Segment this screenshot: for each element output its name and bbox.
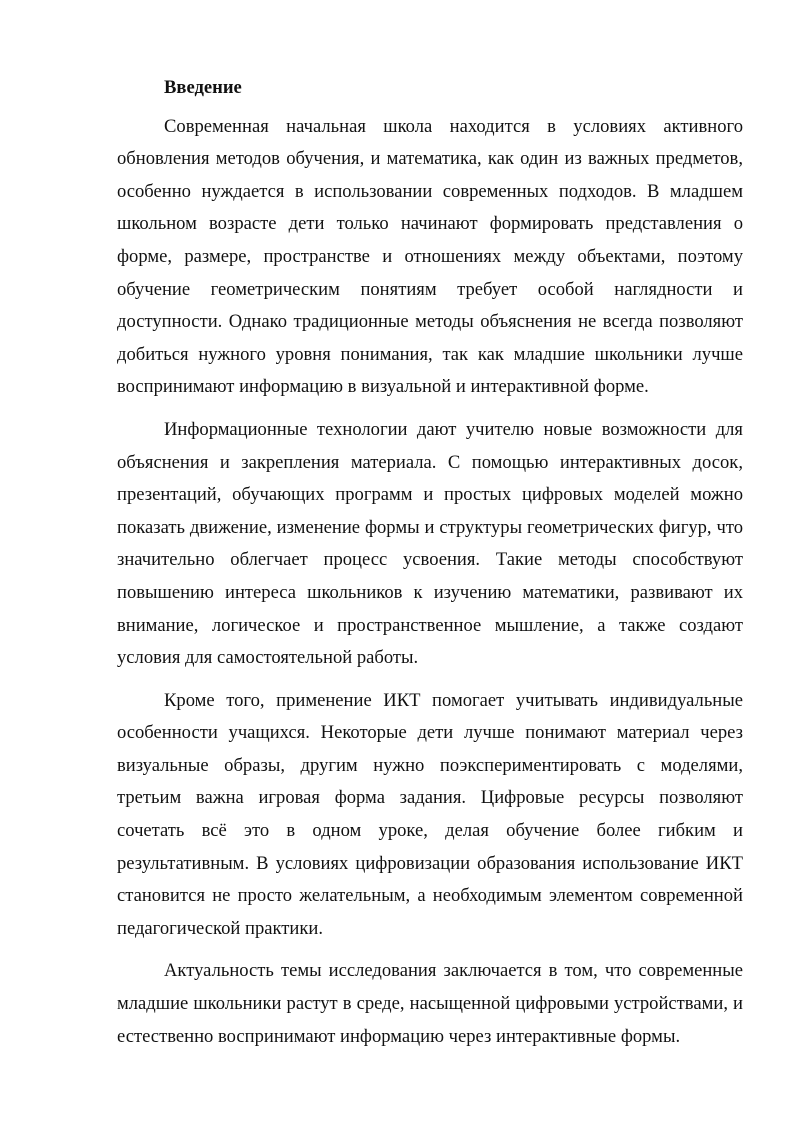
paragraph-1: Современная начальная школа находится в условиях активного обновления методов обучения, и математика, как один из важных предметов, особенно нуждается в использовании современных подходов. В младшем школьном возрасте дети только начинают формировать представления о форме, размере, пространстве и отношениях между объектами, поэтому обучение геометрическим понятиям требует особой наглядности и доступности. Однако традиционные методы объяснения не всегда позволяют добиться нужного уровня понимания, так как младшие школьники лучше воспринимают информацию в визуальной и интерактивной форме. bbox=[117, 115, 743, 398]
section-heading: Введение bbox=[164, 77, 242, 98]
paragraph-3: Кроме того, применение ИКТ помогает учитывать индивидуальные особенности учащихся. Некоторые дети лучше понимают материал через визуальные образы, другим нужно поэкспериментировать с моделями, третьим важна игровая форма задания. Цифровые ресурсы позволяют сочетать всё это в одном уроке, делая обучение более гибким и результативным. В условиях цифровизации образования использование ИКТ становится не просто желательным, а необходимым элементом современной педагогической практики. bbox=[117, 689, 743, 939]
document-body bbox=[117, 72, 743, 1063]
paragraph-2: Информационные технологии дают учителю новые возможности для объяснения и закрепления материала. С помощью интерактивных досок, презентаций, обучающих программ и простых цифровых моделей можно показать движение, изменение формы и структуры геометрических фигур, что значительно облегчает процесс усвоения. Такие методы способствуют повышению интереса школьников к изучению математики, развивают их внимание, логическое и пространственное мышление, а также создают условия для самостоятельной работы. bbox=[117, 418, 743, 669]
paragraph-4: Актуальность темы исследования заключается в том, что современные младшие школьники растут в среде, насыщенной цифровыми устройствами, и естественно воспринимают информацию через интерактивные формы. bbox=[117, 960, 743, 1047]
